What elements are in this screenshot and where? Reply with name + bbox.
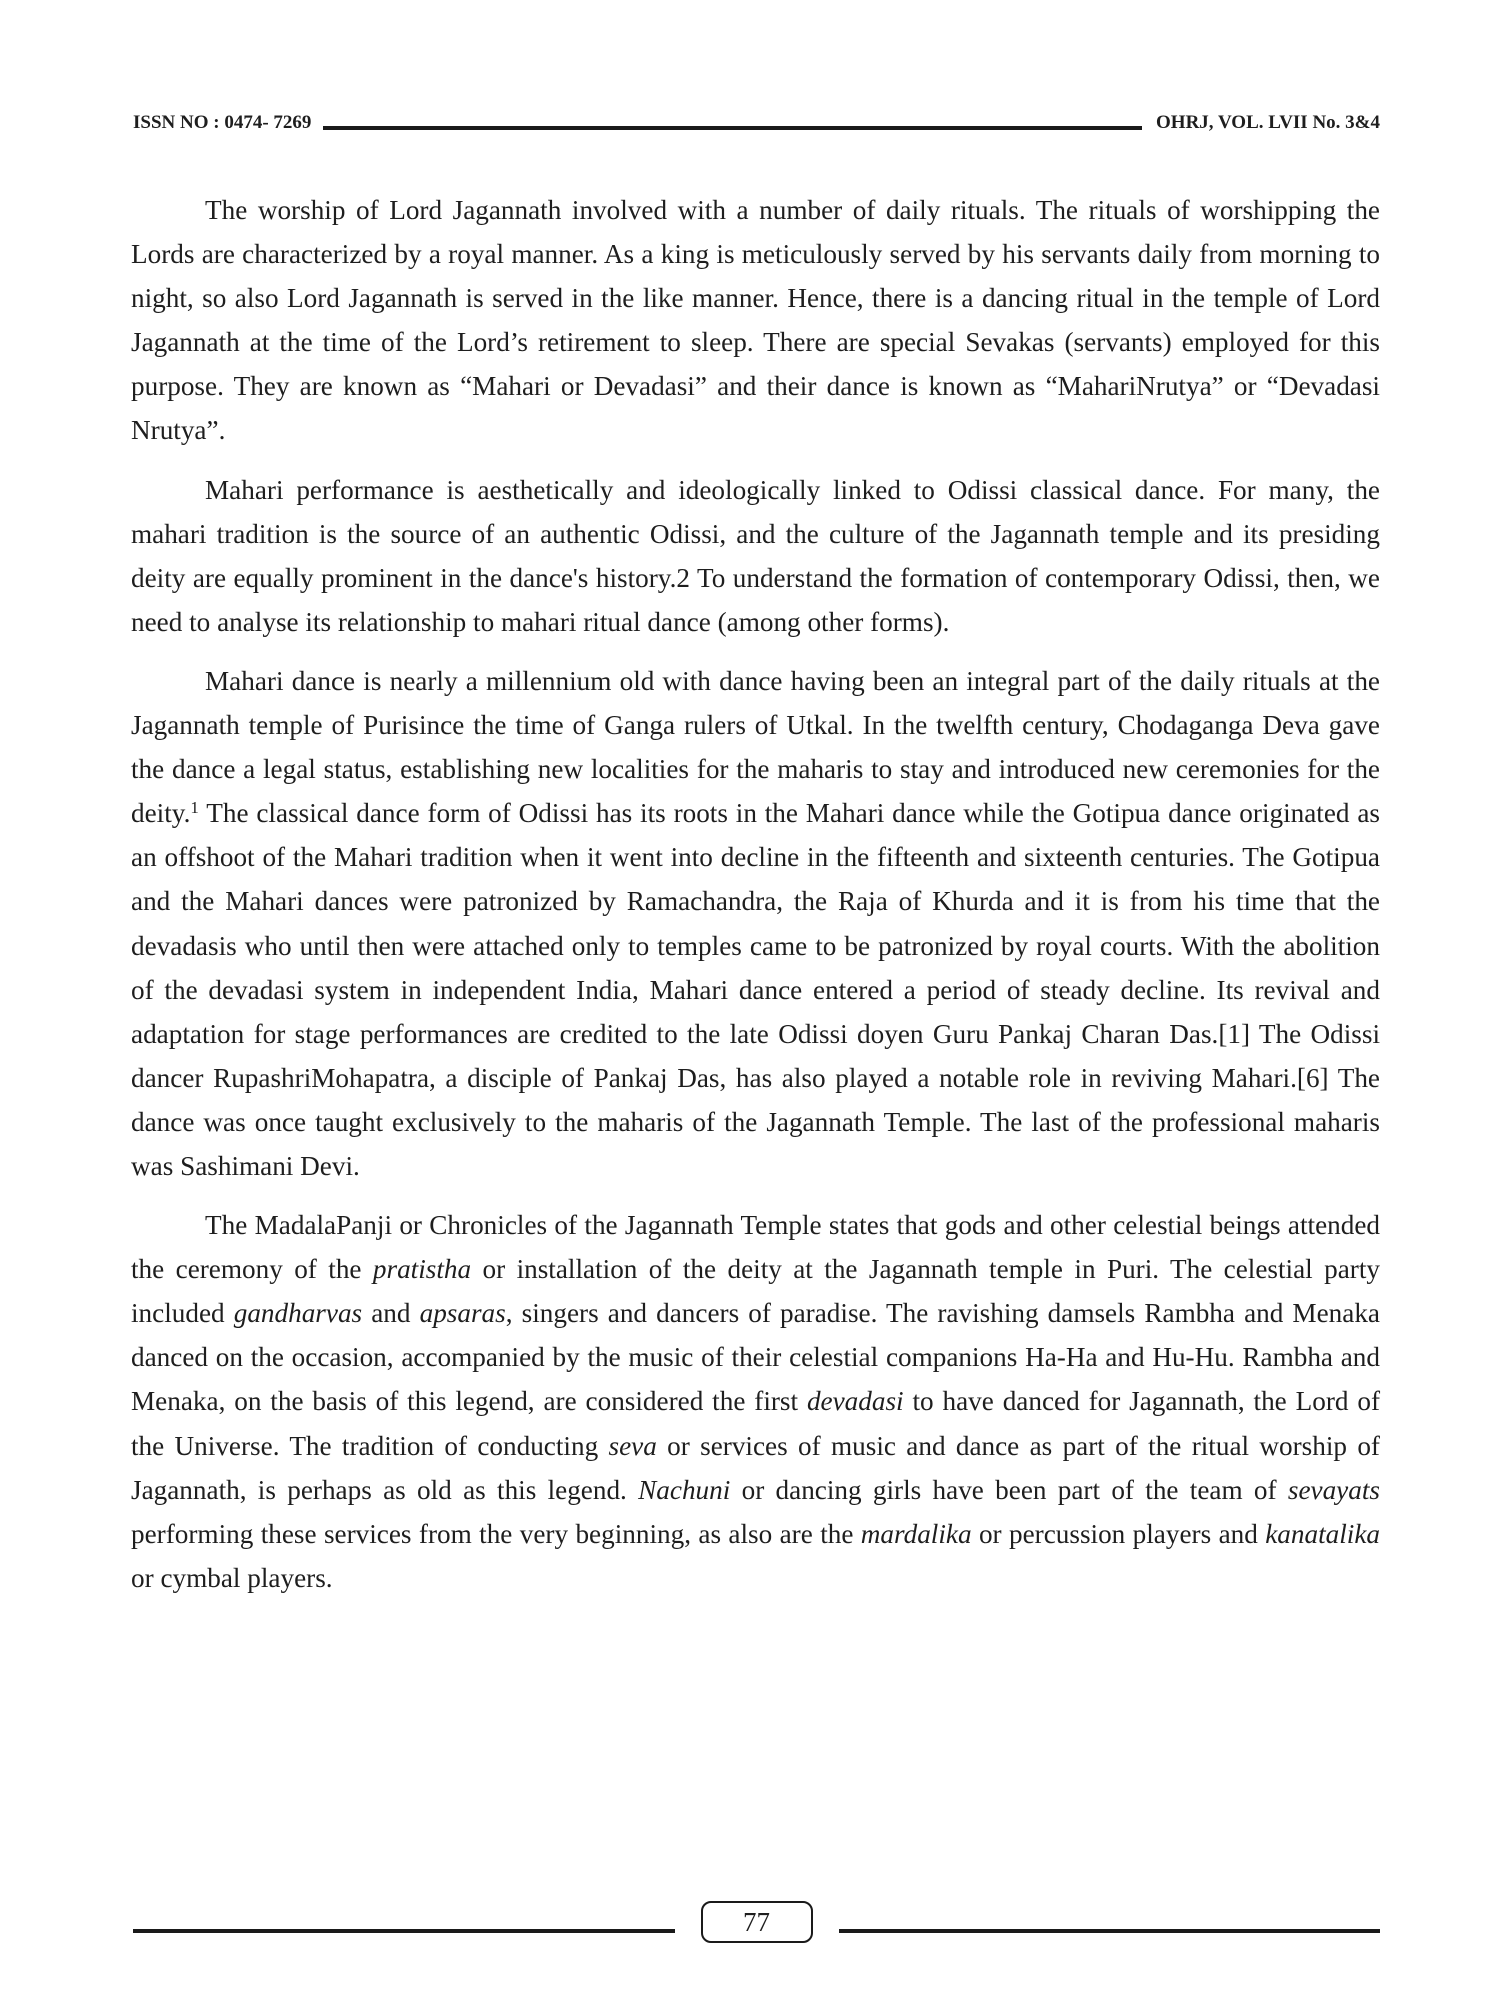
- paragraph-3-text-b: The classical dance form of Odissi has its roots in the Mahari dance while the Gotipua dance originated as an offshoot of the Mahari tradition when it went into decline in the fifteenth and sixteenth centuries. The Gotipua and the Mahari dances were patronized by Ramachandra, the Raja of Khurda and it is from his time that the devadasis who until then were attached only to temples came to be patronized by royal courts. With the abolition of the devadasi system in independent India, Mahari dance entered a period of steady decline. Its revival and adaptation for stage performances are credited to the late Odissi doyen Guru Pankaj Charan Das.[1] The Odissi dancer RupashriMohapatra, a disciple of Pankaj Das, has also played a notable role in reviving Mahari.[6] The dance was once taught exclusively to the maharis of the Jagannath Temple. The last of the professional maharis was Sashimani Devi.: [131, 798, 1380, 1181]
- paragraph-1: The worship of Lord Jagannath involved with a number of daily rituals. The rituals of worshipping the Lords are characterized by a royal manner. As a king is meticulously served by his servants daily from morning to night, so also Lord Jagannath is served in the like manner. Hence, there is a dancing ritual in the temple of Lord Jagannath at the time of the Lord’s retirement to sleep. There are special Sevakas (servants) employed for this purpose. They are known as “Mahari or Devadasi” and their dance is known as “MahariNrutya” or “Devadasi Nrutya”.: [131, 195, 1380, 446]
- p4-text: and: [362, 1298, 420, 1329]
- italic-term: seva: [608, 1430, 657, 1461]
- running-header: [133, 110, 1380, 136]
- p4-text: to have danced for Jagannath, the Lord of the Universe. The tradition of conducting: [131, 1386, 1380, 1461]
- p4-text: or cymbal players.: [131, 1562, 333, 1593]
- italic-term: gandharvas: [233, 1298, 363, 1329]
- italic-term: pratistha: [372, 1254, 472, 1285]
- footnote-marker: 1: [190, 798, 199, 818]
- p4-text: or installation of the deity at the Jagannath temple in Puri. The celestial party included: [131, 1254, 1381, 1329]
- footer-rule-right: [839, 1929, 1381, 1933]
- paragraph-4: [131, 1203, 1380, 1600]
- p4-text: performing these services from the very beginning, as also are the: [131, 1518, 861, 1549]
- footer-rule-left: [133, 1929, 675, 1933]
- p4-text: The MadalaPanji or Chronicles of the Jagannath Temple states that gods and other celestial beings attended the ceremony of the: [131, 1210, 1380, 1285]
- journal-volume: OHRJ, VOL. LVII No. 3&4: [1156, 112, 1380, 133]
- paragraph-2: Mahari performance is aesthetically and ideologically linked to Odissi classical dance. For many, the mahari tradition is the source of an authentic Odissi, and the culture of the Jagannath temple and its presiding deity are equally prominent in the dance's history.2 To understand the formation of contemporary Odissi, then, we need to analyse its relationship to mahari ritual dance (among other forms).: [131, 474, 1380, 637]
- italic-term: mardalika: [860, 1518, 972, 1549]
- italic-term: sevayats: [1287, 1474, 1380, 1505]
- paragraph-3-text-a: Mahari dance is nearly a millennium old with dance having been an integral part of the daily rituals at the Jagannath temple of Purisince the time of Ganga rulers of Utkal. In the twelfth century, Chodaganga Deva gave the dance a legal status, establishing new localities for the maharis to stay and introduced new ceremonies for the deity.: [131, 665, 1380, 829]
- issn-number: ISSN NO : 0474- 7269: [133, 112, 312, 133]
- header-rule: [323, 126, 1142, 130]
- page-number: 77: [701, 1901, 813, 1943]
- italic-term: Nachuni: [638, 1474, 731, 1505]
- paragraph-3: [131, 659, 1380, 1188]
- italic-term: devadasi: [806, 1386, 904, 1417]
- italic-term: apsaras: [419, 1298, 506, 1329]
- body-text: [131, 188, 1380, 1615]
- p4-text: or dancing girls have been part of the team of: [730, 1474, 1288, 1505]
- page-footer: [133, 1900, 1380, 1944]
- p4-text: , singers and dancers of paradise. The ravishing damsels Rambha and Menaka danced on the occasion, accompanied by the music of their celestial companions Ha-Ha and Hu-Hu. Rambha and Menaka, on the basis of this legend, are considered the first: [131, 1298, 1380, 1417]
- p4-text: or percussion players and: [971, 1518, 1266, 1549]
- p4-text: or services of music and dance as part of the ritual worship of Jagannath, is perhaps as old as this legend.: [131, 1430, 1380, 1505]
- italic-term: kanatalika: [1265, 1518, 1380, 1549]
